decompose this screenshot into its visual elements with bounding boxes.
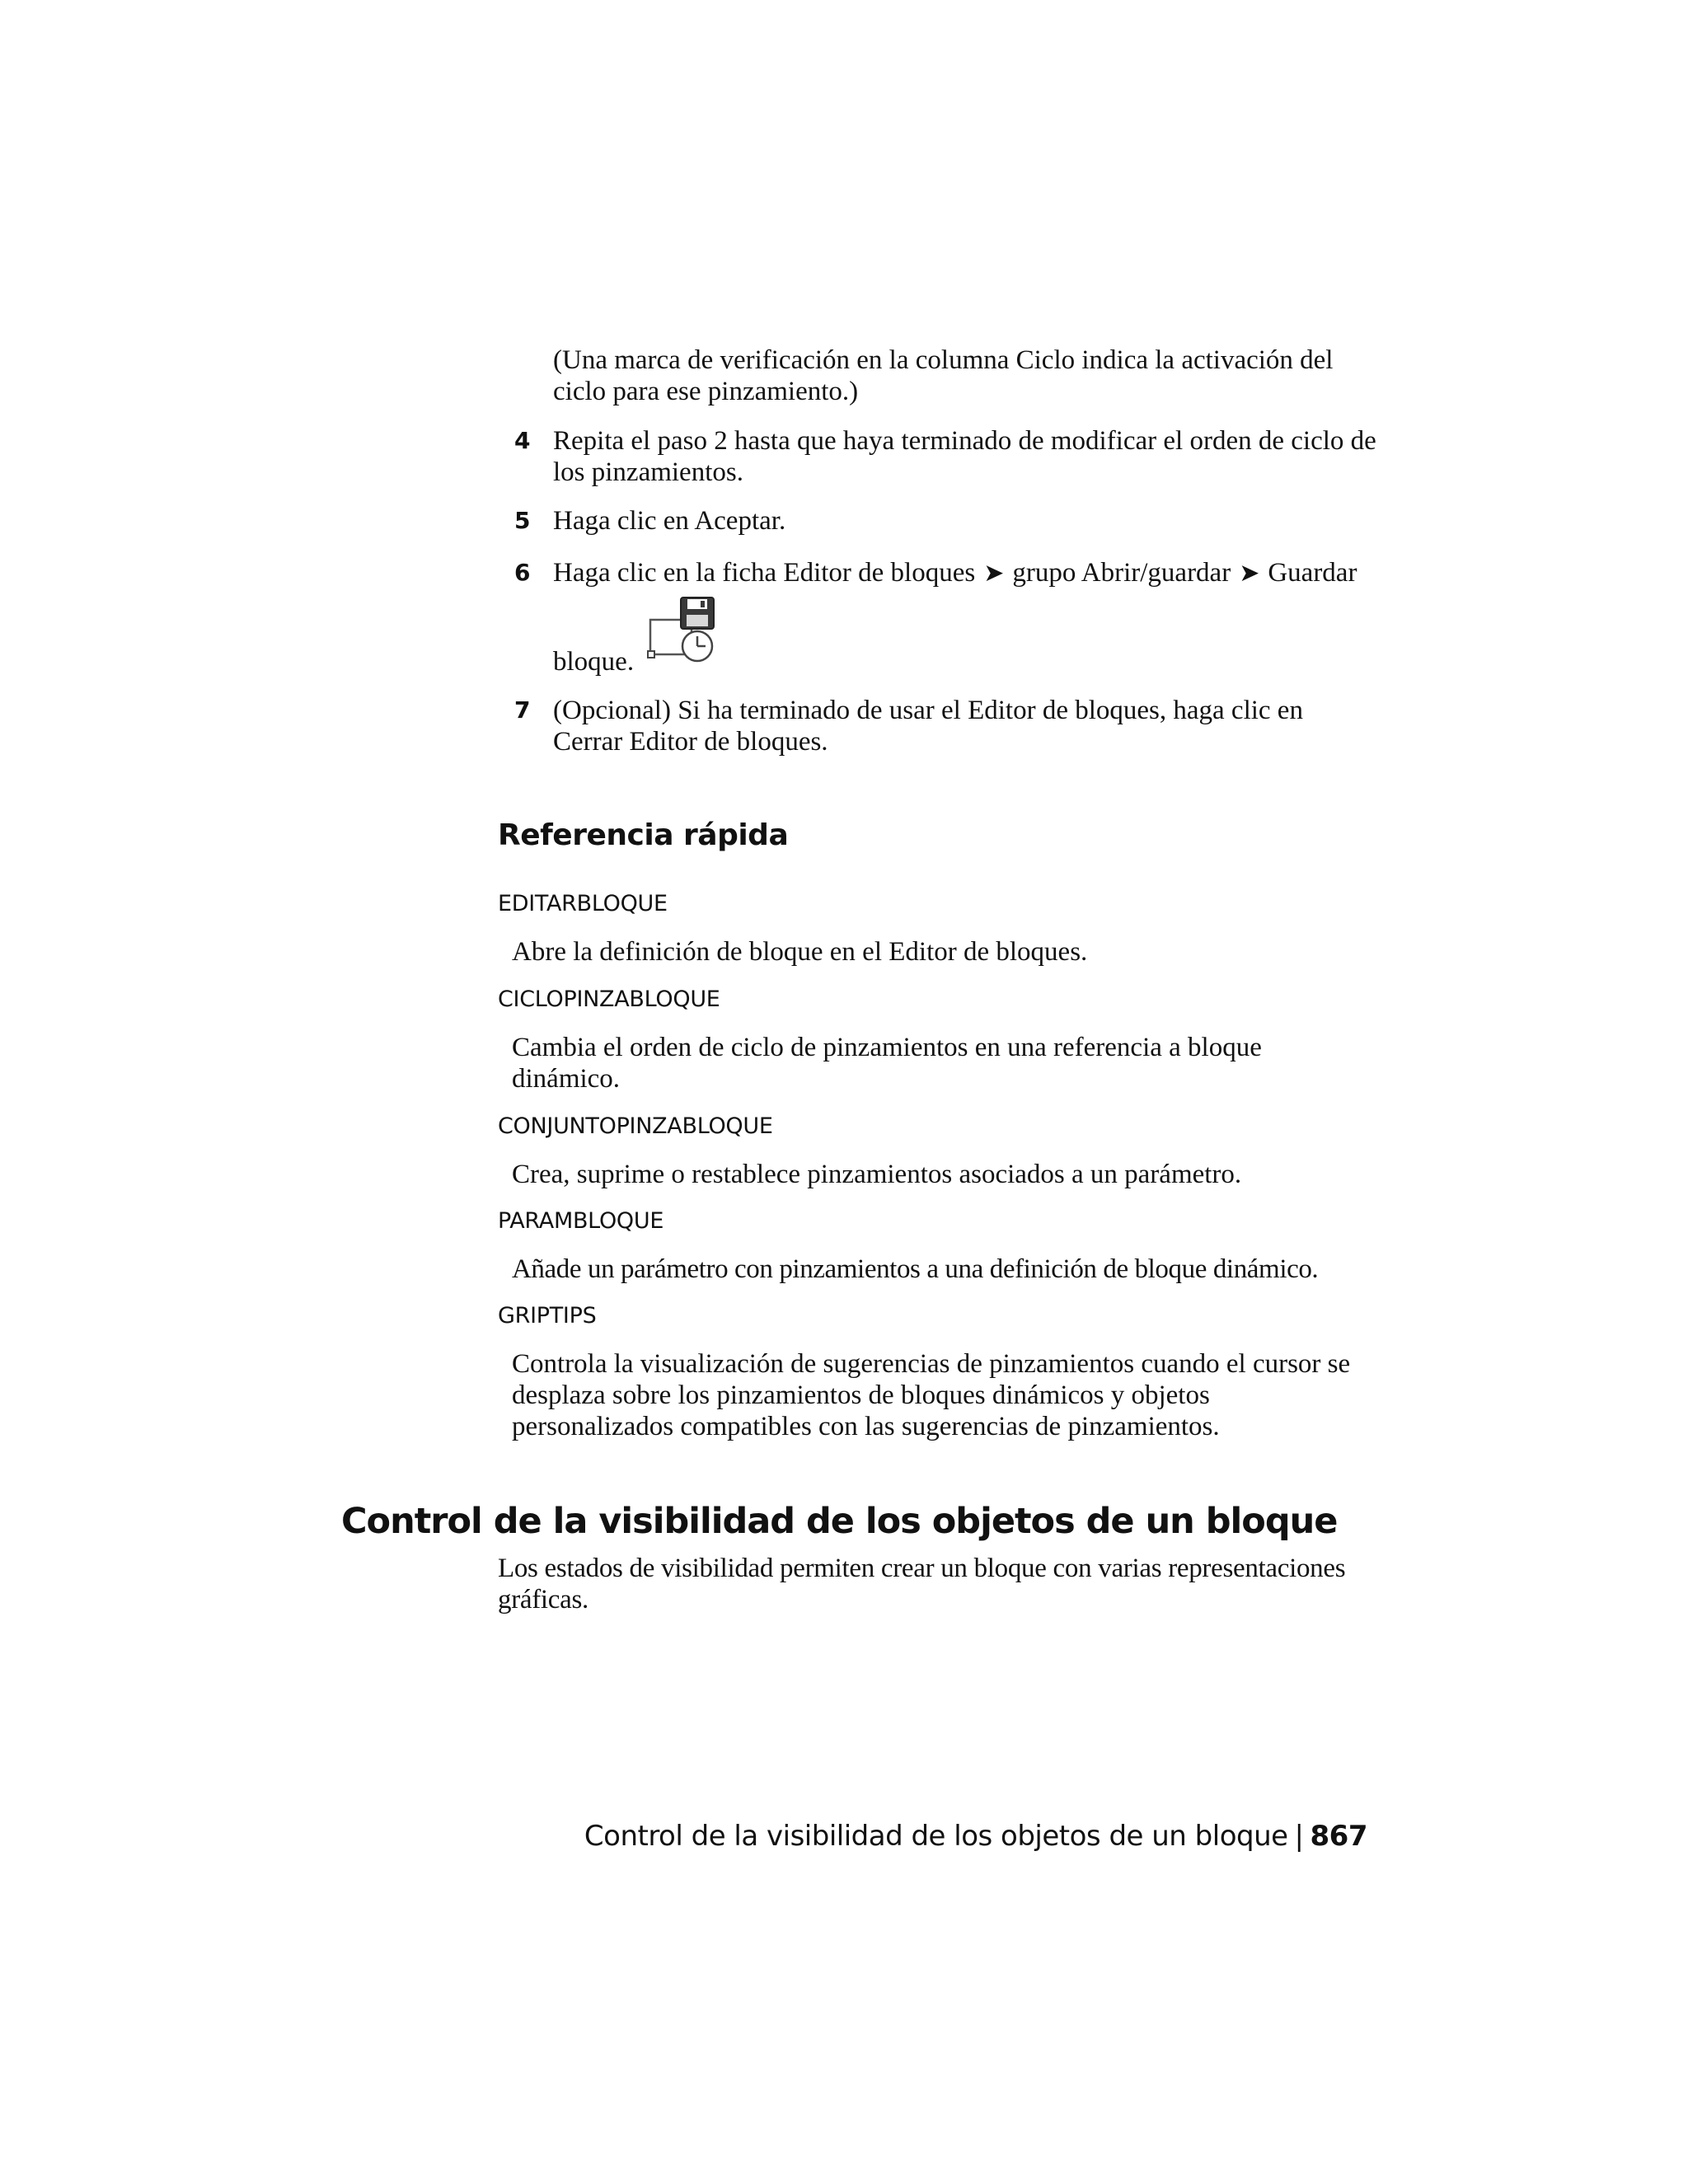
command-name: PARAMBLOQUE [498,1208,664,1234]
step-number: 5 [514,507,531,534]
command-name: CICLOPINZABLOQUE [498,987,720,1012]
section-body: Los estados de visibilidad permiten crear un bloque con varias representaciones gráficas. [498,1554,1346,1615]
save-block-icon [646,595,720,669]
command-name: EDITARBLOQUE [498,891,668,916]
step-number: 4 [514,427,531,454]
step-continuation: (Una marca de verificación en la columna Ciclo indica la activación del ciclo para ese pinzamiento.) [553,345,1334,406]
step-text-part: grupo Abrir/guardar [1012,558,1231,588]
step-number: 7 [514,696,531,724]
command-name: CONJUNTOPINZABLOQUE [498,1113,773,1139]
arrow-right-icon: ➤ [983,559,1005,588]
page-footer [584,1818,1367,1854]
command-description: Cambia el orden de ciclo de pinzamientos en una referencia a bloque dinámico. [512,1033,1262,1094]
step-text: (Opcional) Si ha terminado de usar el Editor de bloques, haga clic en Cerrar Editor de bloques. [553,696,1303,757]
step-text-part: Haga clic en la ficha Editor de bloques [553,558,976,588]
step-number: 6 [514,559,531,586]
arrow-right-icon: ➤ [1239,559,1260,588]
quick-reference-heading: Referencia rápida [498,818,789,852]
step-text [553,557,1386,589]
page-number: 867 [1310,1820,1367,1853]
command-description: Abre la definición de bloque en el Editor de bloques. [512,937,1088,967]
section-heading: Control de la visibilidad de los objetos de un bloque [341,1501,1338,1542]
footer-separator: | [1294,1820,1304,1853]
command-description: Controla la visualización de sugerencias de pinzamientos cuando el cursor se desplaza sobre los pinzamientos de bloques dinámicos y objetos personalizados compatibles con las sugerencias de pinzamientos. [512,1349,1351,1441]
command-description: Crea, suprime o restablece pinzamientos asociados a un parámetro. [512,1160,1242,1189]
step-text: bloque. [553,647,635,677]
command-description: Añade un parámetro con pinzamientos a una definición de bloque dinámico. [512,1254,1319,1284]
command-name: GRIPTIPS [498,1303,597,1329]
step-text-part: Guardar [1268,558,1357,588]
step-text: Repita el paso 2 hasta que haya terminado de modificar el orden de ciclo de los pinzamientos. [553,426,1376,487]
footer-title: Control de la visibilidad de los objetos de un bloque [584,1820,1288,1853]
step-text: Haga clic en Aceptar. [553,506,786,536]
